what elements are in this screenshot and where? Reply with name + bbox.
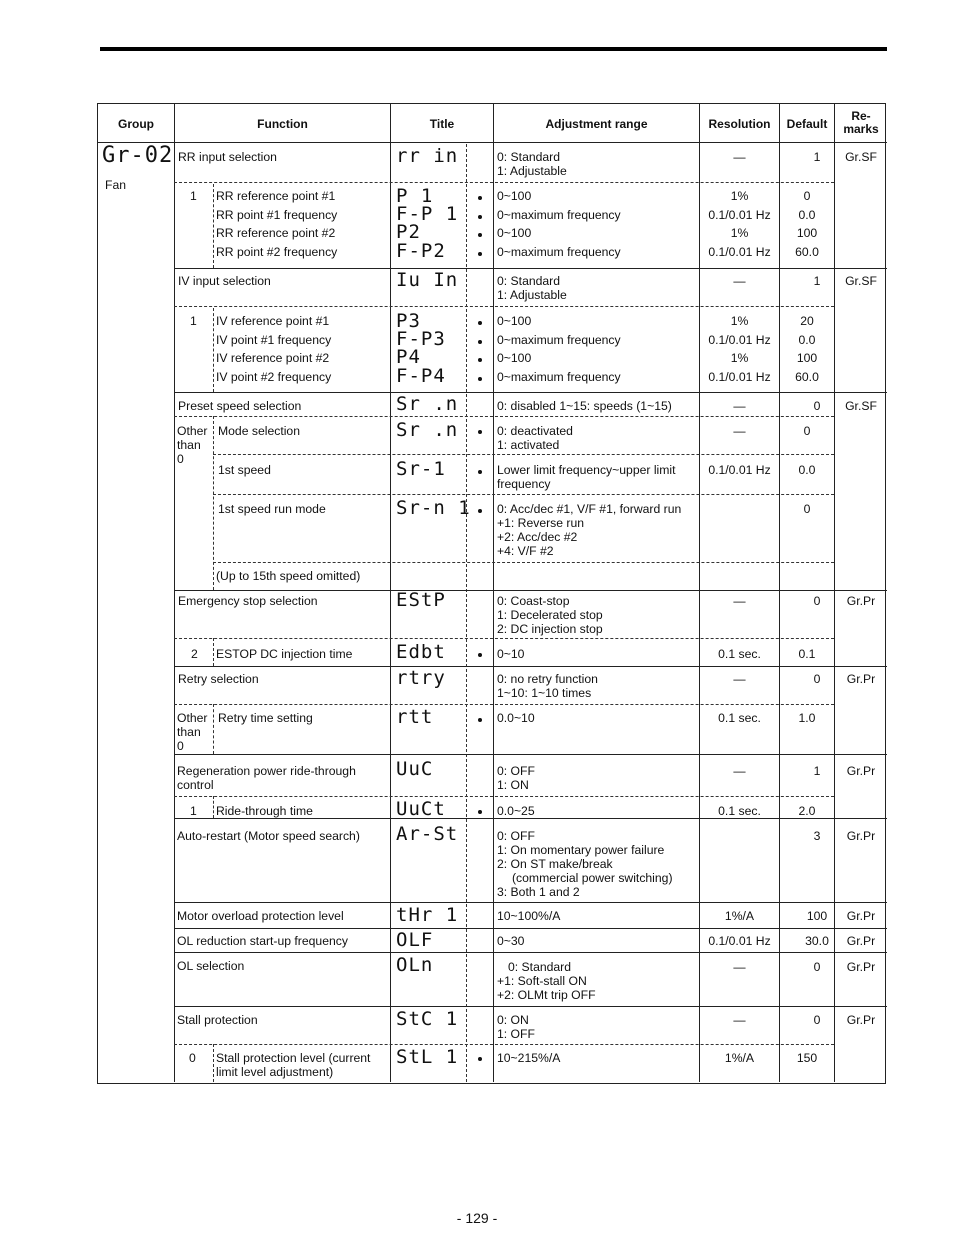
title-ol-selection: OLn bbox=[396, 954, 434, 976]
fn-preset-speed: Preset speed selection bbox=[178, 399, 302, 413]
range-iv-ref-1: 0~100 bbox=[497, 314, 532, 328]
title-auto-restart: Ar-St bbox=[396, 823, 459, 845]
range-run-mode-2: +1: Reverse run bbox=[497, 516, 585, 530]
range-1st-speed-1: Lower limit frequency~upper limit bbox=[497, 463, 676, 477]
res-ol-selection: — bbox=[733, 960, 746, 974]
default-iv-freq-2: 60.0 bbox=[795, 370, 819, 384]
range-autors-4: (commercial power switching) bbox=[512, 871, 673, 885]
parameter-table bbox=[97, 103, 886, 1084]
title-preset-speed: Sr .n bbox=[396, 393, 459, 415]
res-estop-dc: 0.1 sec. bbox=[718, 647, 761, 661]
range-1st-speed-2: frequency bbox=[497, 477, 551, 491]
bullet-icon bbox=[478, 810, 482, 814]
title-iv-ref-1: P3 bbox=[396, 310, 421, 332]
default-rr-freq-2: 60.0 bbox=[795, 245, 819, 259]
fn-rr-freq-2: RR point #2 frequency bbox=[216, 245, 338, 259]
bullet-icon bbox=[478, 509, 482, 513]
default-preset-speed: 0 bbox=[813, 399, 821, 413]
title-ol-reduction: OLF bbox=[396, 929, 434, 951]
range-rr-input-2: 1: Adjustable bbox=[497, 164, 567, 178]
res-rr-freq-1: 0.1/0.01 Hz bbox=[708, 208, 771, 222]
range-stall-level: 10~215%/A bbox=[497, 1051, 561, 1065]
bullet-icon bbox=[478, 377, 482, 381]
res-ride-through: 0.1 sec. bbox=[718, 804, 761, 818]
bullet-icon bbox=[478, 233, 482, 237]
remarks-stall: Gr.Pr bbox=[846, 1013, 876, 1027]
fn-rr-input: RR input selection bbox=[178, 150, 277, 164]
default-iv-ref-1: 20 bbox=[800, 314, 814, 328]
range-run-mode-3: +2: Acc/dec #2 bbox=[497, 530, 578, 544]
title-iv-freq-2: F-P4 bbox=[396, 365, 446, 387]
range-run-mode-4: +4: V/F #2 bbox=[497, 544, 554, 558]
fn-iv-freq-1: IV point #1 frequency bbox=[216, 333, 332, 347]
fn-iv-input: IV input selection bbox=[178, 274, 271, 288]
range-autors-5: 3: Both 1 and 2 bbox=[497, 885, 580, 899]
bullet-icon bbox=[478, 430, 482, 434]
other-than-label-1: Other bbox=[177, 711, 208, 725]
res-rr-input: — bbox=[733, 150, 746, 164]
res-preset-speed: — bbox=[733, 399, 746, 413]
range-regen-2: 1: ON bbox=[497, 778, 529, 792]
remarks-iv-input: Gr.SF bbox=[845, 274, 877, 288]
range-ol-sel-3: +2: OLMt trip OFF bbox=[497, 988, 596, 1002]
res-retry: — bbox=[733, 672, 746, 686]
default-autors: 3 bbox=[813, 829, 821, 843]
default-estop: 0 bbox=[813, 594, 821, 608]
default-1st-speed: 0.0 bbox=[798, 463, 816, 477]
title-rr-input: rr in bbox=[396, 145, 459, 167]
bullet-icon bbox=[478, 196, 482, 200]
header-group: Group bbox=[118, 117, 154, 131]
range-rr-ref-2: 0~100 bbox=[497, 226, 532, 240]
fn-1st-speed-run-mode: 1st speed run mode bbox=[218, 502, 326, 516]
other-than-label-1: Other bbox=[177, 424, 208, 438]
other-than-label-3: 0 bbox=[177, 739, 184, 753]
stall-level-number: 0 bbox=[189, 1051, 196, 1065]
title-iv-ref-2: P4 bbox=[396, 346, 421, 368]
fn-regeneration-2: control bbox=[177, 778, 214, 792]
range-rr-freq-1: 0~maximum frequency bbox=[497, 208, 621, 222]
remarks-motor-overload: Gr.Pr bbox=[846, 909, 876, 923]
header-title: Title bbox=[429, 117, 455, 131]
header-function: Function bbox=[257, 117, 308, 131]
range-estop-1: 0: Coast-stop bbox=[497, 594, 570, 608]
fn-ol-reduction: OL reduction start-up frequency bbox=[177, 934, 348, 948]
fn-auto-restart: Auto-restart (Motor speed search) bbox=[177, 829, 360, 843]
header-resolution: Resolution bbox=[708, 117, 771, 131]
res-iv-freq-1: 0.1/0.01 Hz bbox=[708, 333, 771, 347]
header-adjustment-range: Adjustment range bbox=[545, 117, 648, 131]
fn-stall-level-1: Stall protection level (current bbox=[216, 1051, 371, 1065]
fn-iv-ref-2: IV reference point #2 bbox=[216, 351, 330, 365]
default-ol-selection: 0 bbox=[813, 960, 821, 974]
other-than-label-2: than bbox=[177, 438, 201, 452]
other-than-label-2: than bbox=[177, 725, 201, 739]
range-iv-ref-2: 0~100 bbox=[497, 351, 532, 365]
remarks-preset-speed: Gr.SF bbox=[845, 399, 877, 413]
bullet-icon bbox=[478, 252, 482, 256]
range-ride-through: 0.0~25 bbox=[497, 804, 535, 818]
default-rr-input: 1 bbox=[813, 150, 821, 164]
remarks-ol-reduction: Gr.Pr bbox=[846, 934, 876, 948]
title-motor-overload: tHr 1 bbox=[396, 904, 459, 926]
range-retry-1: 0: no retry function bbox=[497, 672, 598, 686]
fn-estop-dc-time: ESTOP DC injection time bbox=[216, 647, 353, 661]
title-rr-ref-2: P2 bbox=[396, 221, 421, 243]
title-retry: rtry bbox=[396, 667, 446, 689]
res-1st-speed: 0.1/0.01 Hz bbox=[708, 463, 771, 477]
title-rr-ref-1: P 1 bbox=[396, 185, 434, 207]
range-run-mode-1: 0: Acc/dec #1, V/F #1, forward run bbox=[497, 502, 682, 516]
group-name: Fan bbox=[105, 178, 127, 192]
remarks-ol-selection: Gr.Pr bbox=[846, 960, 876, 974]
range-ol-sel-2: +1: Soft-stall ON bbox=[497, 974, 587, 988]
range-regen-1: 0: OFF bbox=[497, 764, 535, 778]
default-ol-reduction: 30.0 bbox=[805, 934, 829, 948]
remarks-autors: Gr.Pr bbox=[846, 829, 876, 843]
default-retry: 0 bbox=[813, 672, 821, 686]
range-rr-freq-2: 0~maximum frequency bbox=[497, 245, 621, 259]
range-ol-reduction: 0~30 bbox=[497, 934, 525, 948]
title-stall-level: StL 1 bbox=[396, 1046, 459, 1068]
range-autors-2: 1: On momentary power failure bbox=[497, 843, 665, 857]
bullet-icon bbox=[478, 653, 482, 657]
res-motor-overload: 1%/A bbox=[724, 909, 755, 923]
iv-sub-number: 1 bbox=[190, 314, 197, 328]
range-retry-2: 1~10: 1~10 times bbox=[497, 686, 592, 700]
header-remarks: Re-marks bbox=[843, 109, 879, 136]
remarks-rr-input: Gr.SF bbox=[845, 150, 877, 164]
title-mode-selection: Sr .n bbox=[396, 419, 459, 441]
estop-dc-number: 2 bbox=[191, 647, 198, 661]
fn-ride-through: Ride-through time bbox=[216, 804, 313, 818]
fn-1st-speed: 1st speed bbox=[218, 463, 271, 477]
res-iv-ref-2: 1% bbox=[730, 351, 749, 365]
default-estop-dc: 0.1 bbox=[798, 647, 816, 661]
default-rr-ref-1: 0 bbox=[803, 189, 811, 203]
res-estop: — bbox=[733, 594, 746, 608]
fn-stall-level-2: limit level adjustment) bbox=[216, 1065, 334, 1079]
default-iv-freq-1: 0.0 bbox=[798, 333, 816, 347]
fn-emergency-stop: Emergency stop selection bbox=[178, 594, 318, 608]
default-stall-level: 150 bbox=[796, 1051, 818, 1065]
default-rr-freq-1: 0.0 bbox=[798, 208, 816, 222]
range-rr-input-1: 0: Standard bbox=[497, 150, 561, 164]
bullet-icon bbox=[478, 340, 482, 344]
title-retry-time: rtt bbox=[396, 706, 434, 728]
range-rr-ref-1: 0~100 bbox=[497, 189, 532, 203]
res-stall-level: 1%/A bbox=[724, 1051, 755, 1065]
top-rule bbox=[100, 47, 887, 51]
range-ol-sel-1: 0: Standard bbox=[508, 960, 572, 974]
title-stall-protection: StC 1 bbox=[396, 1008, 459, 1030]
range-retry-time: 0.0~10 bbox=[497, 711, 535, 725]
rr-sub-number: 1 bbox=[190, 189, 197, 203]
default-motor-overload: 100 bbox=[806, 909, 828, 923]
fn-motor-overload: Motor overload protection level bbox=[177, 909, 344, 923]
ride-through-number: 1 bbox=[190, 804, 197, 818]
fn-iv-ref-1: IV reference point #1 bbox=[216, 314, 330, 328]
res-mode: — bbox=[733, 424, 746, 438]
range-stall-1: 0: ON bbox=[497, 1013, 529, 1027]
res-stall: — bbox=[733, 1013, 746, 1027]
bullet-icon bbox=[478, 470, 482, 474]
bullet-icon bbox=[478, 718, 482, 722]
res-iv-ref-1: 1% bbox=[730, 314, 749, 328]
default-iv-input: 1 bbox=[813, 274, 821, 288]
bullet-icon bbox=[478, 321, 482, 325]
range-mode-2: 1: activated bbox=[497, 438, 560, 452]
default-stall: 0 bbox=[813, 1013, 821, 1027]
title-emergency-stop: EStP bbox=[396, 589, 446, 611]
range-iv-input-2: 1: Adjustable bbox=[497, 288, 567, 302]
range-autors-3: 2: On ST make/break bbox=[497, 857, 613, 871]
default-run-mode: 0 bbox=[803, 502, 811, 516]
bullet-icon bbox=[478, 215, 482, 219]
title-regeneration: UuC bbox=[396, 758, 434, 780]
page-number: - 129 - bbox=[456, 1210, 498, 1226]
res-ol-reduction: 0.1/0.01 Hz bbox=[708, 934, 771, 948]
default-mode: 0 bbox=[803, 424, 811, 438]
header-default: Default bbox=[786, 117, 828, 131]
remarks-regen: Gr.Pr bbox=[846, 764, 876, 778]
remarks-estop: Gr.Pr bbox=[846, 594, 876, 608]
fn-rr-ref-2: RR reference point #2 bbox=[216, 226, 336, 240]
range-iv-freq-2: 0~maximum frequency bbox=[497, 370, 621, 384]
res-regen: — bbox=[733, 764, 746, 778]
res-rr-freq-2: 0.1/0.01 Hz bbox=[708, 245, 771, 259]
bullet-icon bbox=[478, 358, 482, 362]
fn-regeneration-1: Regeneration power ride-through bbox=[177, 764, 356, 778]
fn-stall-protection: Stall protection bbox=[177, 1013, 258, 1027]
fn-rr-freq-1: RR point #1 frequency bbox=[216, 208, 338, 222]
title-iv-freq-1: F-P3 bbox=[396, 328, 446, 350]
fn-ol-selection: OL selection bbox=[177, 959, 245, 973]
range-iv-freq-1: 0~maximum frequency bbox=[497, 333, 621, 347]
range-stall-2: 1: OFF bbox=[497, 1027, 535, 1041]
bullet-icon bbox=[478, 1057, 482, 1061]
res-retry-time: 0.1 sec. bbox=[718, 711, 761, 725]
range-estop-3: 2: DC injection stop bbox=[497, 622, 603, 636]
res-iv-input: — bbox=[733, 274, 746, 288]
range-motor-overload: 10~100%/A bbox=[497, 909, 561, 923]
title-iv-input: Iu In bbox=[396, 269, 459, 291]
remarks-retry: Gr.Pr bbox=[846, 672, 876, 686]
default-regen: 1 bbox=[813, 764, 821, 778]
title-rr-freq-2: F-P2 bbox=[396, 240, 446, 262]
range-iv-input-1: 0: Standard bbox=[497, 274, 561, 288]
title-rr-freq-1: F-P 1 bbox=[396, 203, 459, 225]
title-1st-speed: Sr-1 bbox=[396, 458, 446, 480]
default-retry-time: 1.0 bbox=[798, 711, 816, 725]
fn-mode-selection: Mode selection bbox=[218, 424, 300, 438]
fn-retry-time: Retry time setting bbox=[218, 711, 313, 725]
title-estop-dc-time: Edbt bbox=[396, 641, 446, 663]
other-than-label-3: 0 bbox=[177, 452, 184, 466]
title-1st-speed-run-mode: Sr-n 1 bbox=[396, 497, 471, 519]
range-preset-speed: 0: disabled 1~15: speeds (1~15) bbox=[497, 399, 672, 413]
omitted-note: (Up to 15th speed omitted) bbox=[216, 569, 361, 583]
fn-iv-freq-2: IV point #2 frequency bbox=[216, 370, 332, 384]
fn-rr-ref-1: RR reference point #1 bbox=[216, 189, 336, 203]
fn-retry: Retry selection bbox=[178, 672, 259, 686]
group-code: Gr-02 bbox=[102, 143, 174, 168]
res-rr-ref-1: 1% bbox=[730, 189, 749, 203]
res-rr-ref-2: 1% bbox=[730, 226, 749, 240]
default-rr-ref-2: 100 bbox=[796, 226, 818, 240]
range-estop-2: 1: Decelerated stop bbox=[497, 608, 603, 622]
range-mode-1: 0: deactivated bbox=[497, 424, 573, 438]
range-autors-1: 0: OFF bbox=[497, 829, 535, 843]
title-ride-through: UuCt bbox=[396, 798, 446, 820]
res-iv-freq-2: 0.1/0.01 Hz bbox=[708, 370, 771, 384]
default-iv-ref-2: 100 bbox=[796, 351, 818, 365]
range-estop-dc: 0~10 bbox=[497, 647, 525, 661]
default-ride-through: 2.0 bbox=[798, 804, 816, 818]
